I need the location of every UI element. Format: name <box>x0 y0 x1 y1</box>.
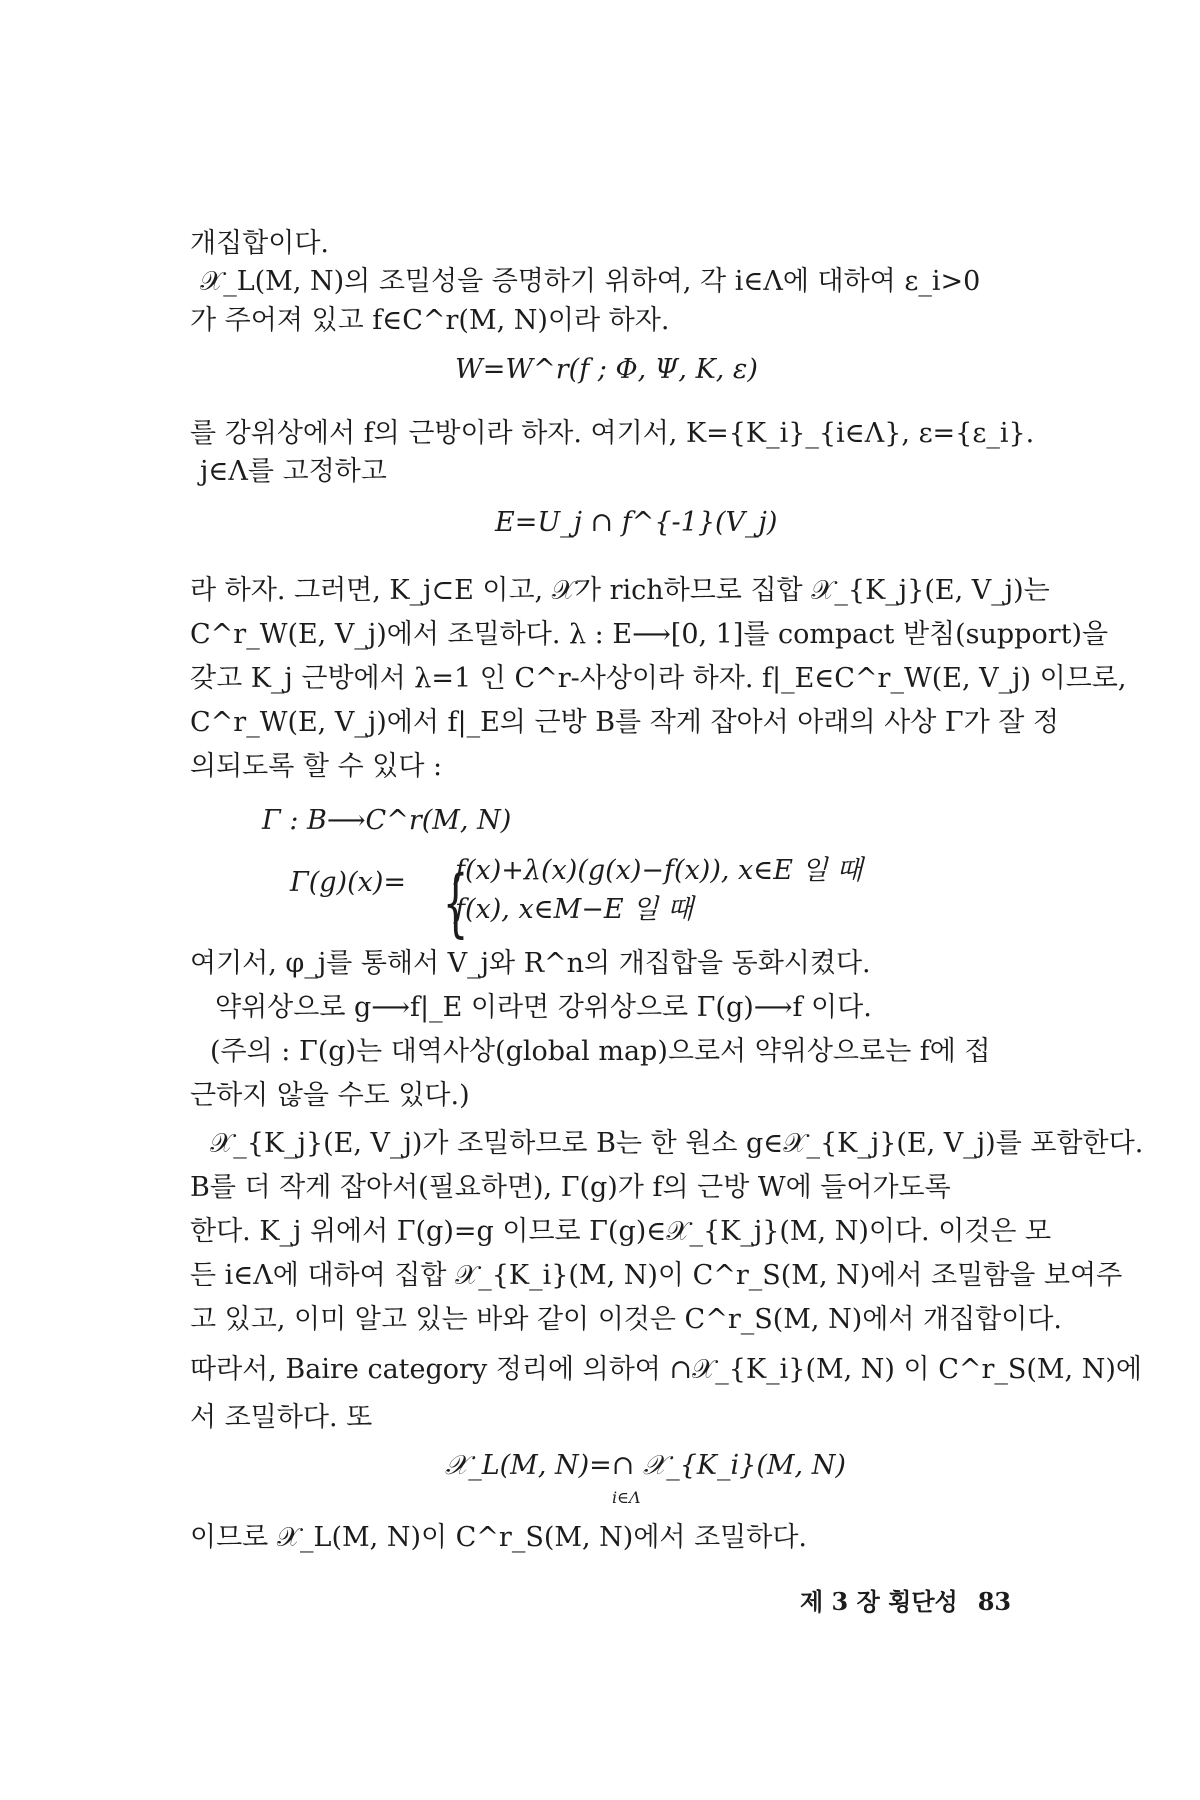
case-line: f(x), x∈M−E 일 때 <box>455 894 693 925</box>
display-equation-lhs: Γ(g)(x)= <box>290 867 407 898</box>
text-line: C^r_W(E, V_j)에서 f|_E의 근방 B를 작게 잡아서 아래의 사상 Γ가 잘 정 <box>190 707 1060 738</box>
text-line: 근하지 않을 수도 있다.) <box>190 1080 470 1111</box>
text-line: 개집합이다. <box>190 228 329 259</box>
text-line: 𝒳_{K_j}(E, V_j)가 조밀하므로 B는 한 원소 g∈𝒳_{K_j}(E, V_j)를 포함한다. <box>210 1128 1144 1159</box>
display-equation: W=W^r(f ; Φ, Ψ, K, ε) <box>455 354 758 385</box>
display-equation: E=U_j ∩ f^{-1}(V_j) <box>495 507 778 538</box>
text-line: B를 더 작게 잡아서(필요하면), Γ(g)가 f의 근방 W에 들어가도록 <box>190 1172 951 1203</box>
case-line: f(x)+λ(x)(g(x)−f(x)), x∈E 일 때 <box>455 855 863 886</box>
text-line: 라 하자. 그러면, K_j⊂E 이고, 𝒳가 rich하므로 집합 𝒳_{K_j}(E, V_j)는 <box>190 575 1050 606</box>
text-line: 한다. K_j 위에서 Γ(g)=g 이므로 Γ(g)∈𝒳_{K_j}(M, N)이다. 이것은 모 <box>190 1216 1052 1247</box>
text-line: 서 조밀하다. 또 <box>190 1402 373 1433</box>
text-line: 를 강위상에서 f의 근방이라 하자. 여기서, K={K_i}_{i∈Λ}, ε={ε_i}. <box>190 418 1035 449</box>
text-line: 여기서, φ_j를 통해서 V_j와 R^n의 개집합을 동화시켰다. <box>190 948 871 979</box>
text-line: 따라서, Baire category 정리에 의하여 ∩𝒳_{K_i}(M, N) 이 C^r_S(M, N)에 <box>190 1354 1142 1385</box>
left-brace: { <box>442 860 469 946</box>
display-equation: Γ : B⟶C^r(M, N) <box>262 805 512 836</box>
text-line: j∈Λ를 고정하고 <box>200 456 387 487</box>
text-line: 갖고 K_j 근방에서 λ=1 인 C^r-사상이라 하자. f|_E∈C^r_W(E, V_j) 이므로, <box>190 663 1127 694</box>
text-line: C^r_W(E, V_j)에서 조밀하다. λ : E⟶[0, 1]를 compact 받침(support)을 <box>190 619 1109 650</box>
text-line: 약위상으로 g⟶f|_E 이라면 강위상으로 Γ(g)⟶f 이다. <box>215 992 872 1023</box>
text-line: 𝒳_L(M, N)의 조밀성을 증명하기 위하여, 각 i∈Λ에 대하여 ε_i>0 <box>200 266 981 297</box>
text-line: 가 주어져 있고 f∈C^r(M, N)이라 하자. <box>190 305 670 336</box>
text-line: 이므로 𝒳_L(M, N)이 C^r_S(M, N)에서 조밀하다. <box>190 1522 807 1553</box>
chapter-title: 제 3 장 횡단성 <box>800 1587 958 1616</box>
text-line: 고 있고, 이미 알고 있는 바와 같이 이것은 C^r_S(M, N)에서 개집합이다. <box>190 1304 1062 1335</box>
text-line: 든 i∈Λ에 대하여 집합 𝒳_{K_i}(M, N)이 C^r_S(M, N)에서 조밀함을 보여주 <box>190 1260 1123 1291</box>
page-number: 83 <box>977 1587 1012 1616</box>
running-footer <box>800 1582 1011 1617</box>
text-line: (주의 : Γ(g)는 대역사상(global map)으로서 약위상으로는 f에 접 <box>210 1036 991 1067</box>
intersection-index: i∈Λ <box>612 1488 641 1507</box>
display-equation: 𝒳_L(M, N)=∩ 𝒳_{K_i}(M, N) <box>445 1450 846 1481</box>
text-line: 의되도록 할 수 있다 : <box>190 751 443 782</box>
